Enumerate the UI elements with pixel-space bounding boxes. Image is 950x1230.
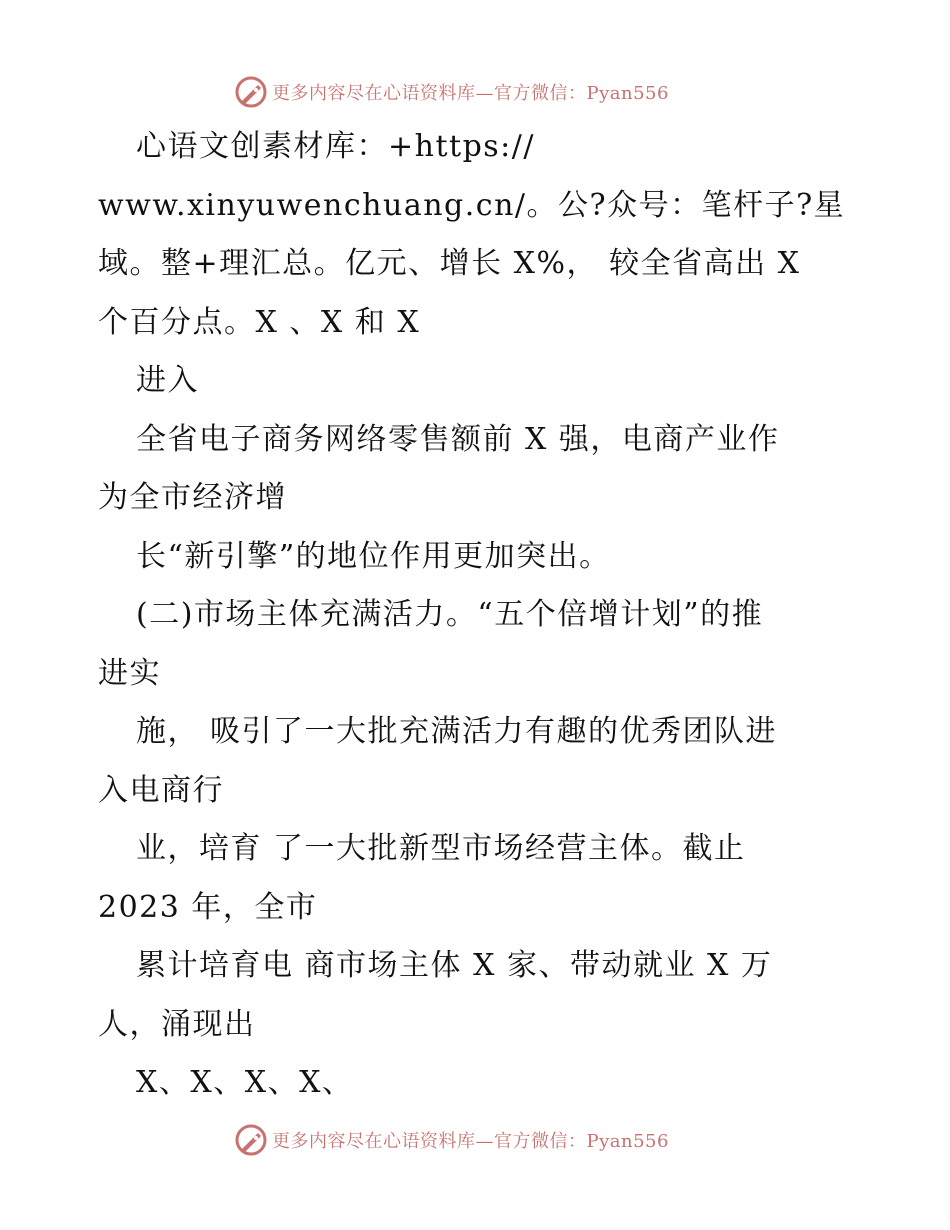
text-line: 进实 [98, 655, 161, 691]
pen-nib-circle-icon [234, 1123, 268, 1157]
text-line: 业，培育 了一大批新型市场经营主体。截止 [136, 831, 746, 866]
footer-banner [0, 1120, 950, 1160]
body-text [98, 118, 858, 1113]
text-line: 为全市经济增 [98, 480, 287, 515]
text-line: www.xinyuwenchuang.cn/。公?众号：笔杆子?星 [98, 187, 846, 223]
text-line: 累计培育电 商市场主体 X 家、带动就业 X 万 [136, 948, 773, 983]
text-line: 2023 年，全市 [98, 889, 318, 925]
pen-nib-circle-icon [234, 75, 268, 109]
text-line: 心语文创素材库：+https:// [136, 129, 535, 164]
text-line: 域。整+理汇总。亿元、增长 X%， 较全省高出 X [98, 246, 801, 281]
banner-text: 更多内容尽在心语资料库—官方微信：Pyan556 [272, 1131, 669, 1152]
banner-text: 更多内容尽在心语资料库—官方微信：Pyan556 [272, 83, 669, 104]
text-line: 施， 吸引了一大批充满活力有趣的优秀团队进 [136, 714, 778, 749]
text-line: 人，涌现出 [98, 1006, 256, 1042]
text-line: 个百分点。X 、X 和 X [98, 304, 421, 340]
text-line: X、X、X、X、 [136, 1065, 354, 1100]
text-line: 进入 [136, 363, 199, 398]
text-line: (二)市场主体充满活力。“五个倍增计划”的推 [136, 597, 764, 632]
text-line: 长“新引擎”的地位作用更加突出。 [136, 538, 611, 574]
text-line: 入电商行 [98, 772, 224, 808]
text-line: 全省电子商务网络零售额前 X 强，电商产业作 [136, 421, 780, 457]
header-banner [0, 72, 950, 112]
